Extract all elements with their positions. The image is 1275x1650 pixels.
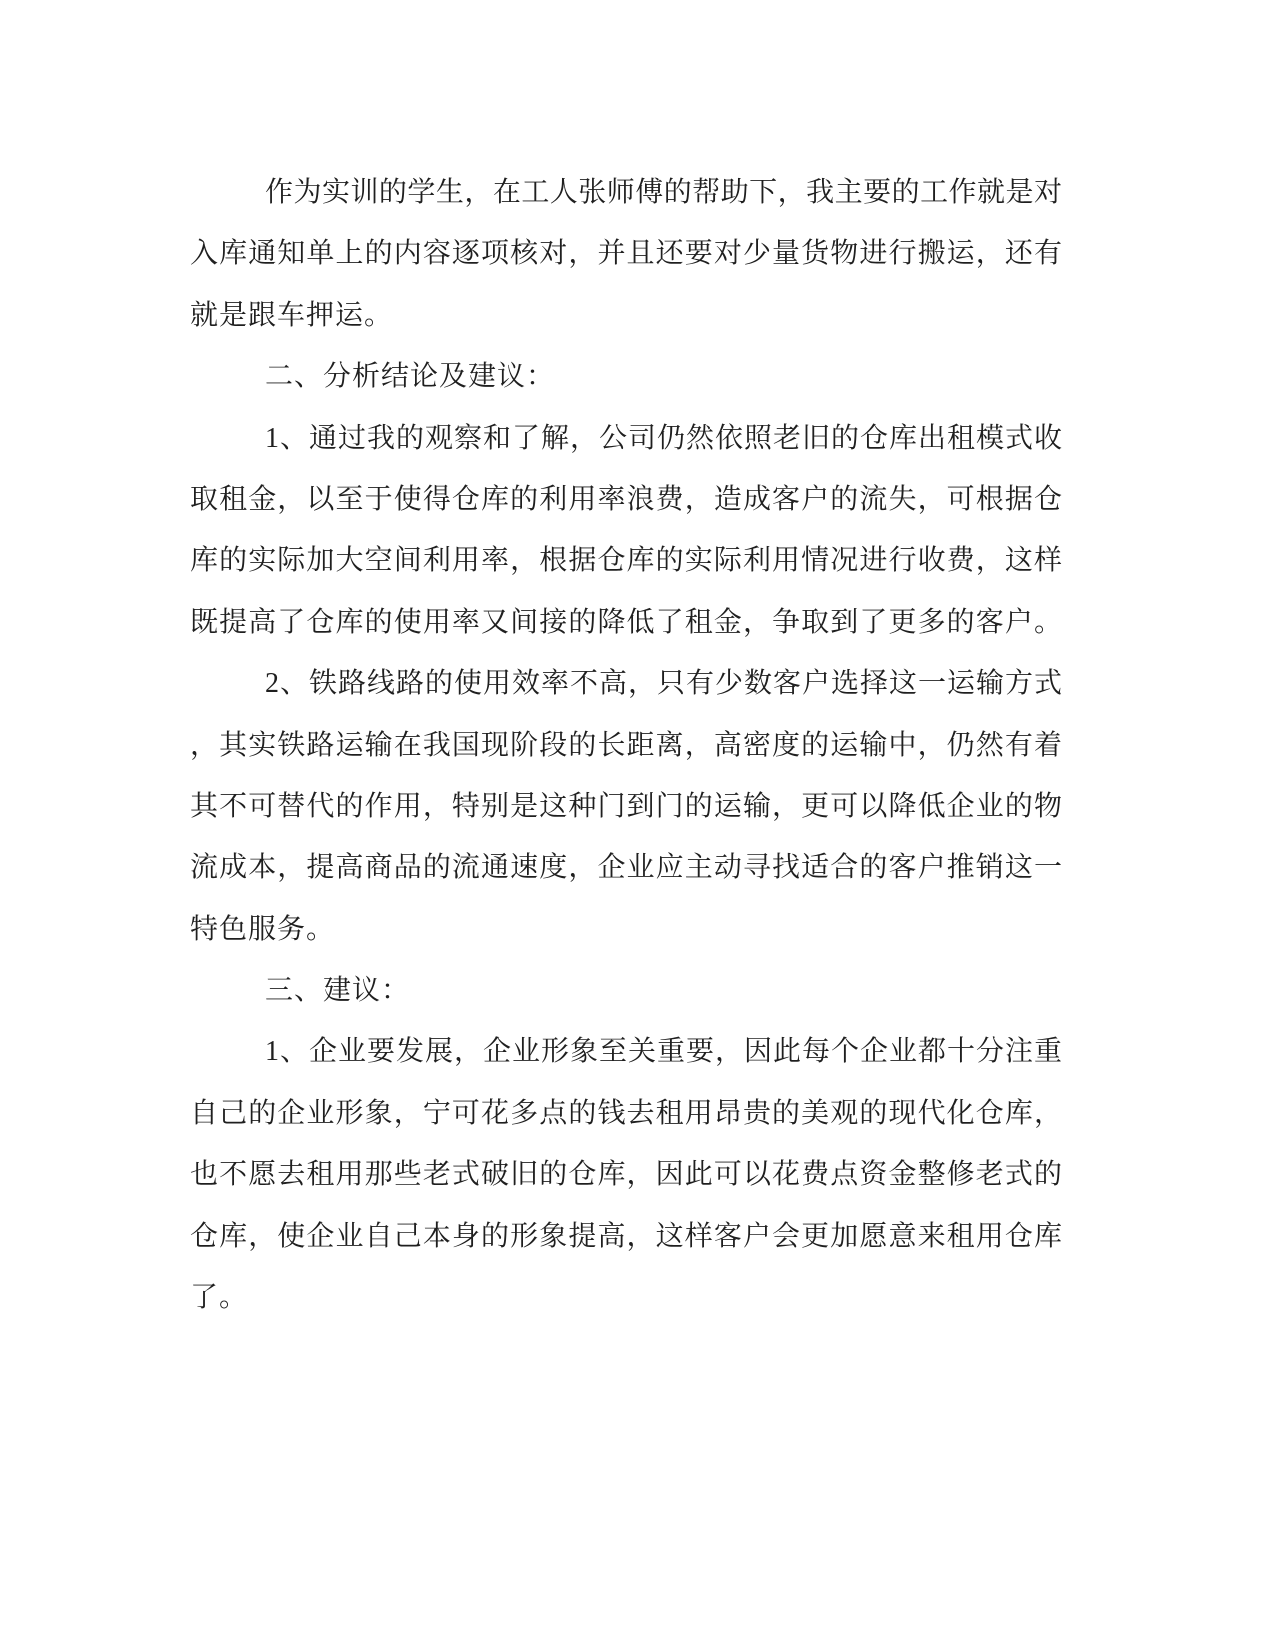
section-heading-analysis: 二、分析结论及建议： [265,361,556,393]
paragraph-4-line: 仓库，使企业自己本身的形象提高，这样客户会更加愿意来租用仓库 [190,1220,1062,1252]
paragraph-3-line: 2、铁路线路的使用效率不高，只有少数客户选择这一运输方式 [265,668,1062,700]
paragraph-4-line: 自己的企业形象，宁可花多点的钱去租用昂贵的美观的现代化仓库， [190,1097,1062,1129]
paragraph-3-line: ，其实铁路运输在我国现阶段的长距离，高密度的运输中，仍然有着 [190,729,1062,761]
paragraph-1-line: 就是跟车押运。 [190,299,394,331]
paragraph-4-line: 1、企业要发展，企业形象至关重要，因此每个企业都十分注重 [265,1036,1062,1068]
paragraph-2-line: 既提高了仓库的使用率又间接的降低了租金，争取到了更多的客户。 [190,606,1062,638]
section-heading-suggestions: 三、建议： [265,975,411,1007]
text-block [190,162,1062,1328]
paragraph-4-line: 了。 [190,1282,249,1314]
paragraph-3-line: 特色服务。 [190,913,336,945]
paragraph-1-line: 入库通知单上的内容逐项核对，并且还要对少量货物进行搬运，还有 [190,238,1062,270]
paragraph-2-line: 取租金，以至于使得仓库的利用率浪费，造成客户的流失，可根据仓 [190,483,1062,515]
paragraph-3-line: 其不可替代的作用，特别是这种门到门的运输，更可以降低企业的物 [190,790,1062,822]
paragraph-2-line: 1、通过我的观察和了解，公司仍然依照老旧的仓库出租模式收 [265,422,1062,454]
paragraph-3-line: 流成本，提高商品的流通速度，企业应主动寻找适合的客户推销这一 [190,852,1062,884]
paragraph-1-line: 作为实训的学生，在工人张师傅的帮助下，我主要的工作就是对 [265,177,1062,208]
paragraph-2-line: 库的实际加大空间利用率，根据仓库的实际利用情况进行收费，这样 [190,545,1062,577]
paragraph-4-line: 也不愿去租用那些老式破旧的仓库，因此可以花费点资金整修老式的 [190,1159,1062,1191]
